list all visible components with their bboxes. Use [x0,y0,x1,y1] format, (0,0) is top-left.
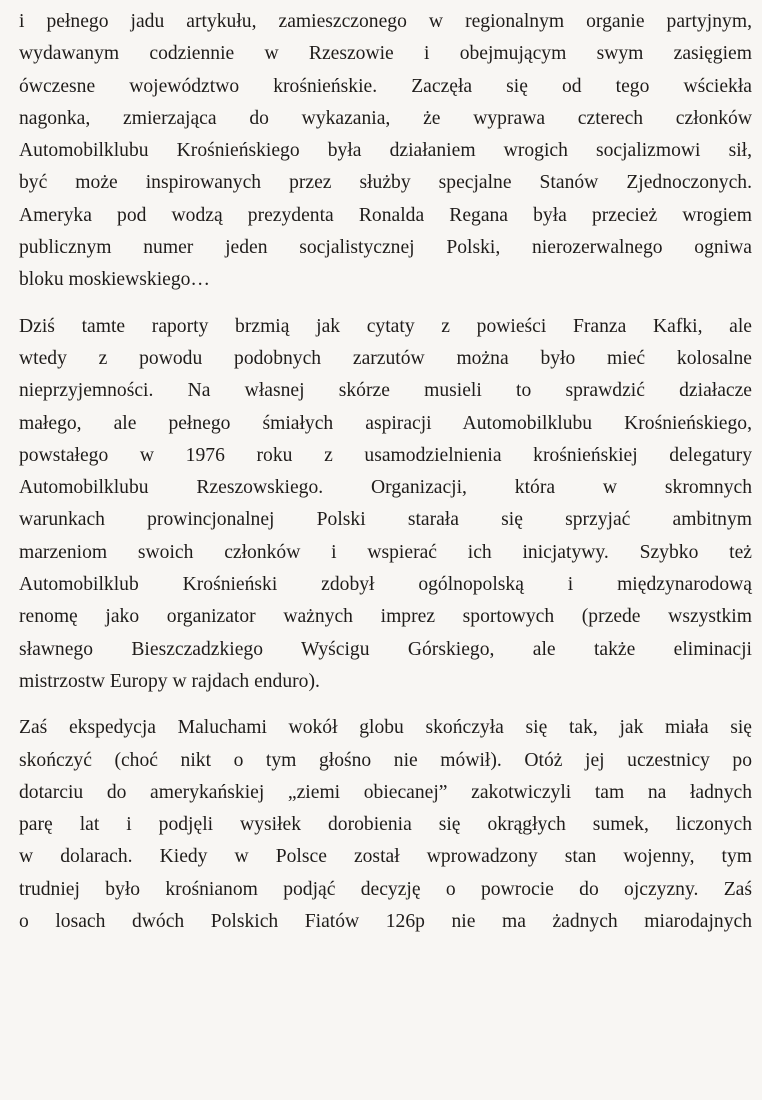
text-line: o losach dwóch Polskich Fiatów 126p nie ma żadnych miarodajnych [19,911,752,933]
text-line: nieprzyjemności. Na własnej skórze musieli to sprawdzić działacze [19,380,752,402]
text-line: warunkach prowincjonalnej Polski starała się sprzyjać ambitnym [19,509,752,531]
text-line: Automobilklubu Krośnieńskiego była działaniem wrogich socjalizmowi sił, [19,140,752,162]
text-line: mistrzostw Europy w rajdach enduro). [19,670,320,692]
text-line: nagonka, zmierzająca do wykazania, że wyprawa czterech członków [19,107,752,129]
paragraph-2 [19,311,752,699]
paragraph-1 [19,6,752,297]
text-line: w dolarach. Kiedy w Polsce został wprowadzony stan wojenny, tym [19,846,752,868]
text-line: publicznym numer jeden socjalistycznej Polski, nierozerwalnego ogniwa [19,237,752,259]
text-line: być może inspirowanych przez służby specjalne Stanów Zjednoczonych. [19,172,752,194]
text-line: Automobilklubu Rzeszowskiego. Organizacji, która w skromnych [19,477,752,499]
text-line: powstałego w 1976 roku z usamodzielnienia krośnieńskiej delegatury [19,444,752,466]
text-line: wydawanym codziennie w Rzeszowie i obejmującym swym zasięgiem [19,43,752,65]
paragraph-3 [19,712,752,938]
text-line: parę lat i podjęli wysiłek dorobienia się okrągłych sumek, liczonych [19,814,752,836]
text-line: ówczesne województwo krośnieńskie. Zaczęła się od tego wściekła [19,75,752,97]
text-line: skończyć (choć nikt o tym głośno nie mówił). Otóż jej uczestnicy po [19,749,752,771]
text-line: Dziś tamte raporty brzmią jak cytaty z powieści Franza Kafki, ale [19,315,752,337]
text-line: sławnego Bieszczadzkiego Wyścigu Górskiego, ale także eliminacji [19,638,752,660]
text-line: trudniej było krośnianom podjąć decyzję o powrocie do ojczyzny. Zaś [19,878,752,900]
text-line: bloku moskiewskiego… [19,269,211,291]
text-line: renomę jako organizator ważnych imprez sportowych (przede wszystkim [19,606,752,628]
text-line: marzeniom swoich członków i wspierać ich inicjatywy. Szybko też [19,541,752,563]
text-line: Ameryka pod wodzą prezydenta Ronalda Regana była przecież wrogiem [19,204,752,226]
text-line: i pełnego jadu artykułu, zamieszczonego w regionalnym organie partyjnym, [19,11,752,32]
text-line: Zaś ekspedycja Maluchami wokół globu skończyła się tak, jak miała się [19,717,752,739]
text-line: Automobilklub Krośnieński zdobył ogólnopolską i międzynarodową [19,574,752,596]
text-line: wtedy z powodu podobnych zarzutów można było mieć kolosalne [19,347,752,369]
text-line: małego, ale pełnego śmiałych aspiracji Automobilklubu Krośnieńskiego, [19,412,752,434]
text-line: dotarciu do amerykańskiej „ziemi obiecanej” zakotwiczyli tam na ładnych [19,781,752,803]
